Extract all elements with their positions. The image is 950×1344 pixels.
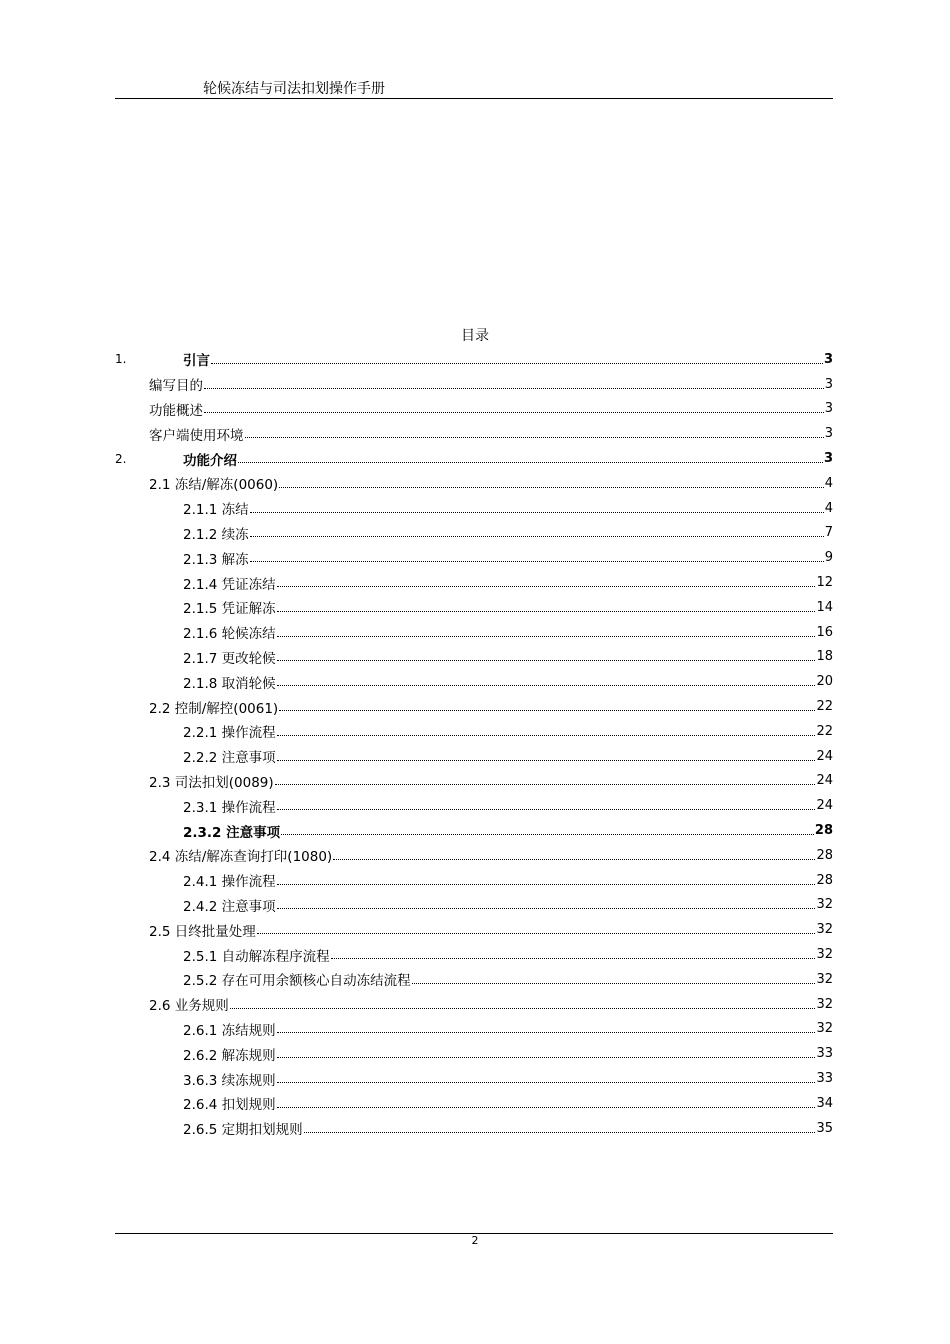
toc-entry-title: 2.4.1 操作流程: [183, 874, 276, 891]
toc-entry[interactable]: [115, 421, 833, 446]
toc-entry[interactable]: [115, 1017, 833, 1042]
toc-entry-title: 引言: [183, 353, 210, 370]
toc-entry-title: 2.3 司法扣划(0089): [149, 774, 274, 791]
toc-entry-title: 2.4 冻结/解冻查询打印(1080): [149, 849, 333, 866]
toc-entry-title: 2.5 日终批量处理: [149, 923, 256, 940]
toc-entry-page: 33: [816, 1071, 833, 1086]
toc-entry[interactable]: [115, 496, 833, 521]
toc-entry-page: 28: [814, 823, 833, 839]
toc-entry-page: 16: [816, 624, 833, 640]
toc-entry[interactable]: [115, 620, 833, 645]
page-number: 2: [471, 1234, 479, 1247]
toc-entry-page: 3: [823, 351, 833, 367]
toc-entry-page: 22: [816, 723, 833, 739]
toc-entry[interactable]: [115, 843, 833, 868]
toc-entry-title: 2.6 业务规则: [149, 998, 229, 1015]
toc-entry-page: 7: [824, 525, 833, 541]
toc-entry[interactable]: [115, 967, 833, 992]
toc-entry[interactable]: [115, 694, 833, 719]
toc-entry-number: 1.: [115, 352, 127, 367]
header-divider: [115, 98, 833, 99]
toc-entry[interactable]: [115, 793, 833, 818]
toc-entry-page: 24: [816, 748, 833, 764]
toc-entry-title: 2.6.4 扣划规则: [183, 1097, 276, 1114]
toc-entry-page: 3: [823, 451, 833, 467]
toc-entry-page: 32: [816, 1021, 833, 1037]
toc-entry-page: 20: [816, 674, 833, 690]
toc-entry[interactable]: [115, 1066, 833, 1091]
toc-entry[interactable]: [115, 570, 833, 595]
toc-entry[interactable]: [115, 471, 833, 496]
toc-entry-number: 2.: [115, 451, 127, 466]
toc-entry-title: 2.4.2 注意事项: [183, 898, 276, 915]
toc-entry-title: 3.6.3 续冻规则: [183, 1072, 276, 1089]
toc-entry-page: 32: [816, 971, 833, 987]
toc-entry-title: 2.3.2 注意事项: [183, 824, 281, 841]
toc-entry-title: 2.6.5 定期扣划规则: [183, 1122, 303, 1139]
toc-dot-leader: [281, 834, 814, 835]
toc-dot-leader: [277, 685, 816, 686]
toc-entry-page: 4: [824, 500, 833, 516]
toc-entry[interactable]: [115, 521, 833, 546]
toc-dot-leader: [211, 363, 823, 364]
toc-dot-leader: [277, 660, 816, 661]
toc-entry-page: 24: [816, 798, 833, 814]
toc-entry[interactable]: [115, 1091, 833, 1116]
toc-entry[interactable]: [115, 397, 833, 422]
toc-entry[interactable]: [115, 347, 833, 372]
toc-entry[interactable]: [115, 372, 833, 397]
toc-entry[interactable]: [115, 1041, 833, 1066]
toc-dot-leader: [412, 983, 816, 984]
toc-dot-leader: [333, 859, 815, 860]
toc-entry-page: 33: [816, 1046, 833, 1062]
toc-dot-leader: [275, 784, 816, 785]
toc-entry-page: 32: [816, 996, 833, 1012]
toc-dot-leader: [250, 512, 824, 513]
toc-dot-leader: [277, 636, 816, 637]
toc-entry[interactable]: [115, 719, 833, 744]
toc-entry-page: 12: [816, 575, 833, 591]
toc-dot-leader: [279, 487, 824, 488]
toc-entry-title: 客户端使用环境: [149, 427, 244, 444]
toc-entry-title: 2.1.1 冻结: [183, 502, 249, 519]
toc-entry[interactable]: [115, 446, 833, 471]
toc-entry-page: 35: [816, 1120, 833, 1136]
toc-dot-leader: [204, 412, 824, 413]
toc-dot-leader: [250, 561, 824, 562]
toc-entry-page: 22: [816, 699, 833, 715]
toc-entry[interactable]: [115, 545, 833, 570]
toc-entry[interactable]: [115, 1116, 833, 1141]
toc-entry-page: 3: [824, 376, 833, 392]
toc-dot-leader: [304, 1132, 816, 1133]
toc-entry-title: 2.3.1 操作流程: [183, 799, 276, 816]
toc-dot-leader: [277, 908, 816, 909]
toc-dot-leader: [238, 462, 823, 463]
toc-entry-title: 2.6.1 冻结规则: [183, 1022, 276, 1039]
toc-dot-leader: [279, 710, 815, 711]
toc-entry-title: 2.2 控制/解控(0061): [149, 700, 279, 717]
toc-entry-page: 32: [816, 947, 833, 963]
toc-dot-leader: [230, 1008, 816, 1009]
toc-dot-leader: [204, 388, 824, 389]
toc-dot-leader: [331, 958, 816, 959]
toc-entry[interactable]: [115, 769, 833, 794]
toc-dot-leader: [277, 809, 816, 810]
toc-entry-title: 2.1.4 凭证冻结: [183, 576, 276, 593]
toc-entry-title: 2.5.2 存在可用余额核心自动冻结流程: [183, 973, 411, 990]
running-header-title: 轮候冻结与司法扣划操作手册: [203, 81, 385, 97]
toc-entry-title: 功能概述: [149, 402, 203, 419]
toc-entry-title: 2.2.1 操作流程: [183, 725, 276, 742]
toc-entry-page: 18: [816, 649, 833, 665]
toc-entry-title: 2.2.2 注意事项: [183, 750, 276, 767]
toc-entry-title: 2.1.7 更改轮候: [183, 650, 276, 667]
toc-entry-page: 34: [816, 1095, 833, 1111]
toc-dot-leader: [245, 437, 824, 438]
toc-entry-page: 28: [816, 847, 833, 863]
toc-entry[interactable]: [115, 744, 833, 769]
toc-title: 目录: [461, 328, 489, 344]
toc-dot-leader: [277, 884, 816, 885]
toc-entry[interactable]: [115, 595, 833, 620]
toc-dot-leader: [277, 611, 816, 612]
toc-entry-title: 2.1 冻结/解冻(0060): [149, 477, 279, 494]
toc-entry-title: 2.1.3 解冻: [183, 551, 249, 568]
toc-dot-leader: [277, 1082, 816, 1083]
toc-entry[interactable]: [115, 868, 833, 893]
toc-dot-leader: [277, 586, 816, 587]
toc-entry-page: 28: [816, 872, 833, 888]
toc-entry[interactable]: [115, 669, 833, 694]
toc-entry-page: 4: [824, 475, 833, 491]
toc-dot-leader: [277, 735, 816, 736]
toc-entry-title: 2.5.1 自动解冻程序流程: [183, 948, 330, 965]
toc-entry[interactable]: [115, 818, 833, 843]
toc-dot-leader: [250, 536, 824, 537]
toc-entry-title: 2.1.5 凭证解冻: [183, 601, 276, 618]
toc-dot-leader: [277, 760, 816, 761]
toc-entry-page: 3: [824, 426, 833, 442]
toc-entry[interactable]: [115, 645, 833, 670]
toc-entry-title: 2.1.6 轮候冻结: [183, 626, 276, 643]
toc-dot-leader: [277, 1057, 816, 1058]
toc-entry-title: 2.6.2 解冻规则: [183, 1047, 276, 1064]
table-of-contents: [115, 347, 833, 1141]
toc-entry-title: 2.1.8 取消轮候: [183, 675, 276, 692]
toc-entry-page: 3: [824, 401, 833, 417]
toc-entry-page: 14: [816, 599, 833, 615]
toc-dot-leader: [257, 933, 816, 934]
toc-dot-leader: [277, 1032, 816, 1033]
toc-entry[interactable]: [115, 992, 833, 1017]
toc-entry[interactable]: [115, 917, 833, 942]
toc-dot-leader: [277, 1107, 816, 1108]
toc-entry-title: 功能介绍: [183, 452, 237, 469]
toc-entry-page: 32: [816, 922, 833, 938]
toc-entry-title: 编写目的: [149, 378, 203, 395]
toc-entry-page: 24: [816, 773, 833, 789]
toc-entry-page: 9: [824, 550, 833, 566]
toc-entry-page: 32: [816, 897, 833, 913]
toc-entry[interactable]: [115, 942, 833, 967]
toc-entry-title: 2.1.2 续冻: [183, 526, 249, 543]
toc-entry[interactable]: [115, 893, 833, 918]
